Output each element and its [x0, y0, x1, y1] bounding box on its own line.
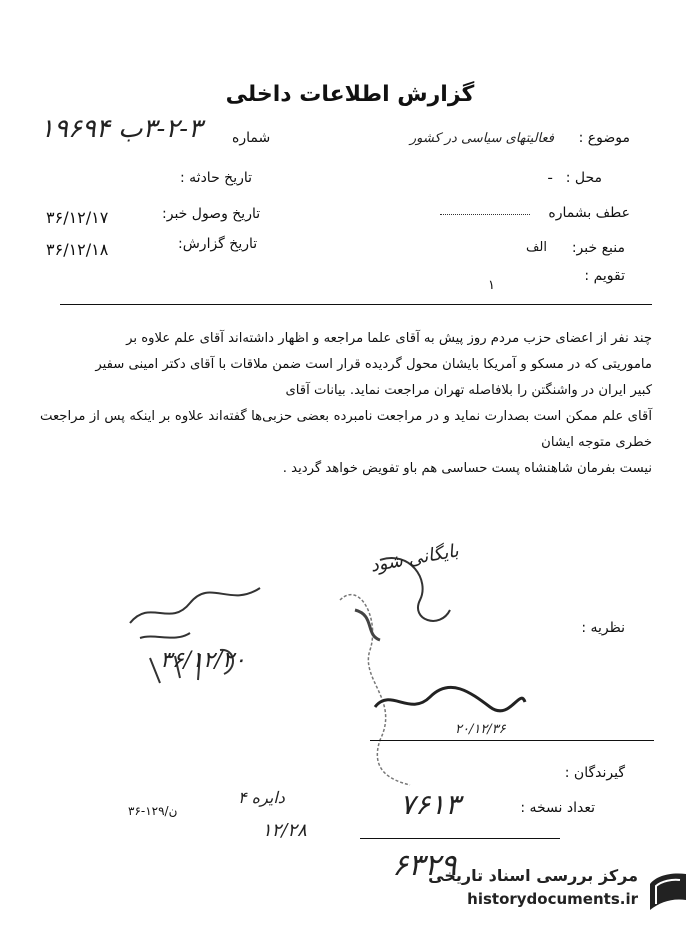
stamp-scribble	[320, 540, 470, 790]
watermark-en-text: historydocuments.ir	[467, 890, 638, 908]
received-date-label: تاریخ وصول خبر:	[162, 206, 261, 222]
bottom-separator	[360, 838, 560, 839]
copies-value: ۷۶۱۳	[400, 788, 461, 821]
recipients-label: گیرندگان :	[564, 765, 625, 781]
body-line: چند نفر از اعضای حزب مردم روز پیش به آقای علما مراجعه و اظهار داشته‌اند آقای علم علاوه بر	[126, 331, 652, 346]
number-value: ۳-۲-۳ب ۱۹۶۹۴	[40, 114, 203, 144]
handwritten-date-3: ۳۶/۱۲/۲۰	[160, 648, 246, 673]
location-label: محل :	[565, 170, 602, 186]
body-line: کبیر ایران در واشنگتن را بلافاصله تهران مراجعت نماید. بیانات آقای	[285, 383, 652, 398]
watermark	[410, 866, 690, 916]
opinion-separator	[370, 740, 654, 741]
header-separator	[60, 304, 652, 305]
body-line: نیست بفرمان شاهنشاه پست حساسی هم باو تفویض خواهد گردید .	[282, 461, 652, 476]
ref-code: ۳۶-۱۲۹/ن	[128, 804, 178, 818]
opinion-label: نظریه :	[581, 620, 625, 636]
body-line: آقای علم ممکن است بصدارت نماید و در مراجعت نامبرده بعضی حزبی‌ها گفته‌اند علاوه بر اینکه پس از مراجعت خطری متوجه ایشان	[40, 409, 652, 450]
subject-label: موضوع :	[578, 130, 630, 146]
incident-date-label: تاریخ حادثه :	[180, 170, 253, 186]
report-date-value: ۳۶/۱۲/۱۸	[46, 240, 109, 259]
rating-value: ۱	[488, 278, 495, 293]
ref-dotted-line	[440, 204, 530, 215]
ref-label: عطف بشماره	[548, 205, 630, 221]
signature-scribble	[370, 682, 530, 722]
handwritten-number: ۶۳۲۹	[392, 848, 457, 883]
copies-label: تعداد نسخه :	[520, 800, 595, 816]
document-title: گزارش اطلاعات داخلی	[225, 82, 475, 107]
location-value: ـ	[548, 168, 552, 183]
watermark-fa-text: مرکز بررسی اسناد تاریخی	[428, 866, 638, 885]
handwritten-note: بایگانی شود	[368, 540, 461, 577]
subject-value: فعالیتهای سیاسی در کشور	[409, 131, 554, 146]
rating-label: تقویم :	[584, 268, 625, 284]
watermark-logo-icon	[646, 870, 690, 914]
report-body	[40, 326, 652, 482]
body-line: ماموریتی که در مسکو و آمریکا بایشان محول گردیده قرار است ضمن ملاقات با آقای دکتر امینی سفیر	[95, 357, 652, 372]
report-date-label: تاریخ گزارش:	[178, 236, 258, 252]
number-label: شماره	[232, 130, 271, 146]
handwritten-date-1: ۲۰/۱۲/۳۶	[455, 722, 506, 737]
source-value: الف	[525, 240, 547, 255]
source-label: منبع خبر:	[571, 240, 625, 256]
handwritten-circle-ref: دایره ۴	[238, 788, 285, 807]
handwritten-date-2: ۱۲/۲۸	[262, 820, 307, 841]
received-date-value: ۳۶/۱۲/۱۷	[46, 208, 109, 227]
